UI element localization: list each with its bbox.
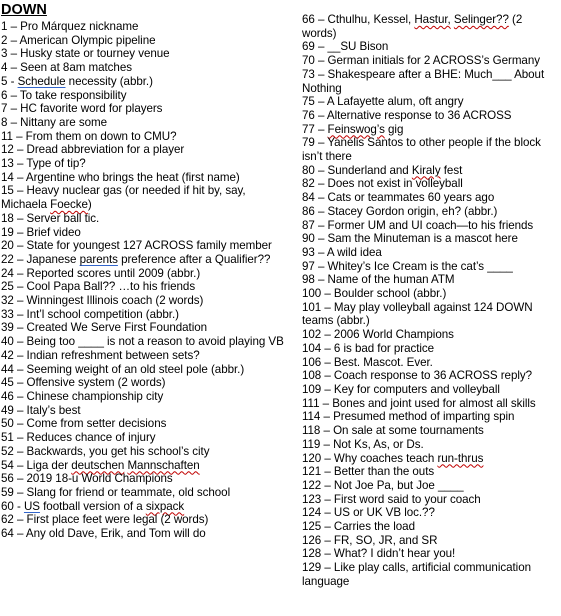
clue-item: 77 – Feinswog’s gig [302, 122, 404, 136]
clue-item: 79 – Yanelis Santos to other people if the block isn’t there [302, 136, 541, 164]
clue-item: 39 – Created We Serve First Foundation [1, 321, 208, 335]
clue-item: 75 – A Lafayette alum, oft angry [302, 95, 464, 109]
clue-item: 64 – Any old Dave, Erik, and Tom will do [1, 527, 206, 541]
clue-item: 69 – __SU Bison [302, 40, 389, 54]
clue-item: 106 – Best. Mascot. Ever. [302, 355, 433, 369]
clue-item: 44 – Seeming weight of an old steel pole (abbr.) [1, 362, 245, 376]
clue-item: 42 – Indian refreshment between sets? [1, 348, 200, 362]
clue-item: 125 – Carries the load [302, 520, 415, 534]
clue-item: 90 – Sam the Minuteman is a mascot here [302, 232, 518, 246]
clue-item: 76 – Alternative response to 36 ACROSS [302, 108, 512, 122]
clue-item: 102 – 2006 World Champions [302, 328, 454, 342]
clue-item: 126 – FR, SO, JR, and SR [302, 533, 438, 547]
clue-item: 1 – Pro Márquez nickname [1, 20, 139, 33]
clue-item: 49 – Italy’s best [1, 403, 81, 417]
clue-item: 50 – Come from setter decisions [1, 417, 167, 431]
clue-item: 120 – Why coaches teach run-thrus [302, 451, 484, 465]
clue-item: 13 – Type of tip? [1, 157, 86, 171]
clue-item: 46 – Chinese championship city [1, 389, 164, 403]
clue-item: 122 – Not Joe Pa, but Joe ____ [302, 478, 464, 492]
clue-list-left [1, 20, 291, 541]
clue-item: 19 – Brief video [1, 225, 81, 239]
clue-item: 118 – On sale at some tournaments [302, 424, 484, 438]
clue-item: 3 – Husky state or tourney venue [1, 47, 170, 61]
clue-item: 104 – 6 is bad for practice [302, 341, 435, 355]
clue-item: 119 – Not Ks, As, or Ds. [302, 437, 424, 451]
clue-item: 121 – Better than the outs [302, 465, 435, 479]
clue-item: 54 – Liga der deutschen Mannschaften [1, 458, 200, 472]
clue-item: 33 – Int’l school competition (abbr.) [1, 307, 179, 321]
clue-item: 73 – Shakespeare after a BHE: Much___ About Nothing [302, 67, 545, 95]
clue-item: 70 – German initials for 2 ACROSS’s Germany [302, 54, 540, 68]
clue-item: 18 – Server ball tic. [1, 211, 100, 225]
clue-item: 80 – Sunderland and Kiraly fest [302, 163, 463, 177]
clue-item: 51 – Reduces chance of injury [1, 431, 156, 445]
clue-item: 129 – Like play calls, artificial communication language [302, 561, 531, 588]
clue-item: 108 – Coach response to 36 ACROSS reply? [302, 369, 533, 383]
clue-item: 114 – Presumed method of imparting spin [302, 410, 515, 424]
clue-item: 60 - US football version of a sixpack [1, 499, 185, 513]
clue-item: 62 – First place feet were legal (2 words) [1, 513, 209, 527]
clue-item: 11 – From them on down to CMU? [1, 129, 177, 143]
clue-item: 7 – HC favorite word for players [1, 102, 163, 116]
clue-item: 93 – A wild idea [302, 245, 382, 259]
clue-item: 111 – Bones and joint used for almost all skills [302, 396, 536, 410]
clue-item: 87 – Former UM and UI coach—to his friends [302, 218, 534, 232]
clue-item: 20 – State for youngest 127 ACROSS family member [1, 239, 272, 253]
clue-item: 45 – Offensive system (2 words) [1, 376, 166, 390]
clue-item: 128 – What? I didn’t hear you! [302, 547, 456, 561]
clue-item: 4 – Seen at 8am matches [1, 61, 132, 75]
clue-item: 82 – Does not exist in volleyball [302, 177, 463, 191]
clue-item: 24 – Reported scores until 2009 (abbr.) [1, 266, 201, 280]
clue-item: 56 – 2019 18-u World Champions [1, 472, 173, 486]
clue-item: 14 – Argentine who brings the heat (first name) [1, 170, 240, 184]
clue-item: 123 – First word said to your coach [302, 492, 481, 506]
clue-item: 12 – Dread abbreviation for a player [1, 143, 185, 157]
clue-item: 22 – Japanese parents preference after a Qualifier?? [1, 252, 271, 266]
clue-item: 97 – Whitey’s Ice Cream is the cat’s ____ [302, 259, 513, 273]
clue-item: 84 – Cats or teammates 60 years ago [302, 191, 495, 205]
clue-item: 8 – Nittany are some [1, 115, 107, 129]
clue-item: 5 - Schedule necessity (abbr.) [1, 74, 153, 88]
clue-item: 59 – Slang for friend or teammate, old school [1, 485, 231, 499]
clue-item: 32 – Winningest Illinois coach (2 words) [1, 294, 204, 308]
clue-list-right [302, 13, 558, 589]
clue-item: 2 – American Olympic pipeline [1, 33, 156, 47]
down-heading: DOWN [1, 2, 47, 18]
clue-item: 100 – Boulder school (abbr.) [302, 287, 447, 301]
clue-item: 52 – Backwards, you get his school’s city [1, 444, 210, 458]
clue-item: 98 – Name of the human ATM [302, 273, 455, 287]
clue-item: 86 – Stacey Gordon origin, eh? (abbr.) [302, 204, 498, 218]
clue-item: 109 – Key for computers and volleyball [302, 382, 500, 396]
clue-item: 15 – Heavy nuclear gas (or needed if hit by, say, Michaela Foecke) [1, 184, 246, 212]
clue-item: 40 – Being too ____ is not a reason to avoid playing VB [1, 335, 284, 349]
clue-item: 6 – To take responsibility [1, 88, 127, 102]
clue-item: 124 – US or UK VB loc.?? [302, 506, 435, 520]
clue-item: 66 – Cthulhu, Kessel, Hastur, Selinger?? (2 words) [302, 13, 523, 40]
clue-item: 25 – Cool Papa Ball?? …to his friends [1, 280, 196, 294]
down-clues-right-column [302, 13, 558, 589]
clue-item: 101 – May play volleyball against 124 DOWN teams (abbr.) [302, 300, 533, 328]
down-clues-left-column [1, 0, 291, 541]
